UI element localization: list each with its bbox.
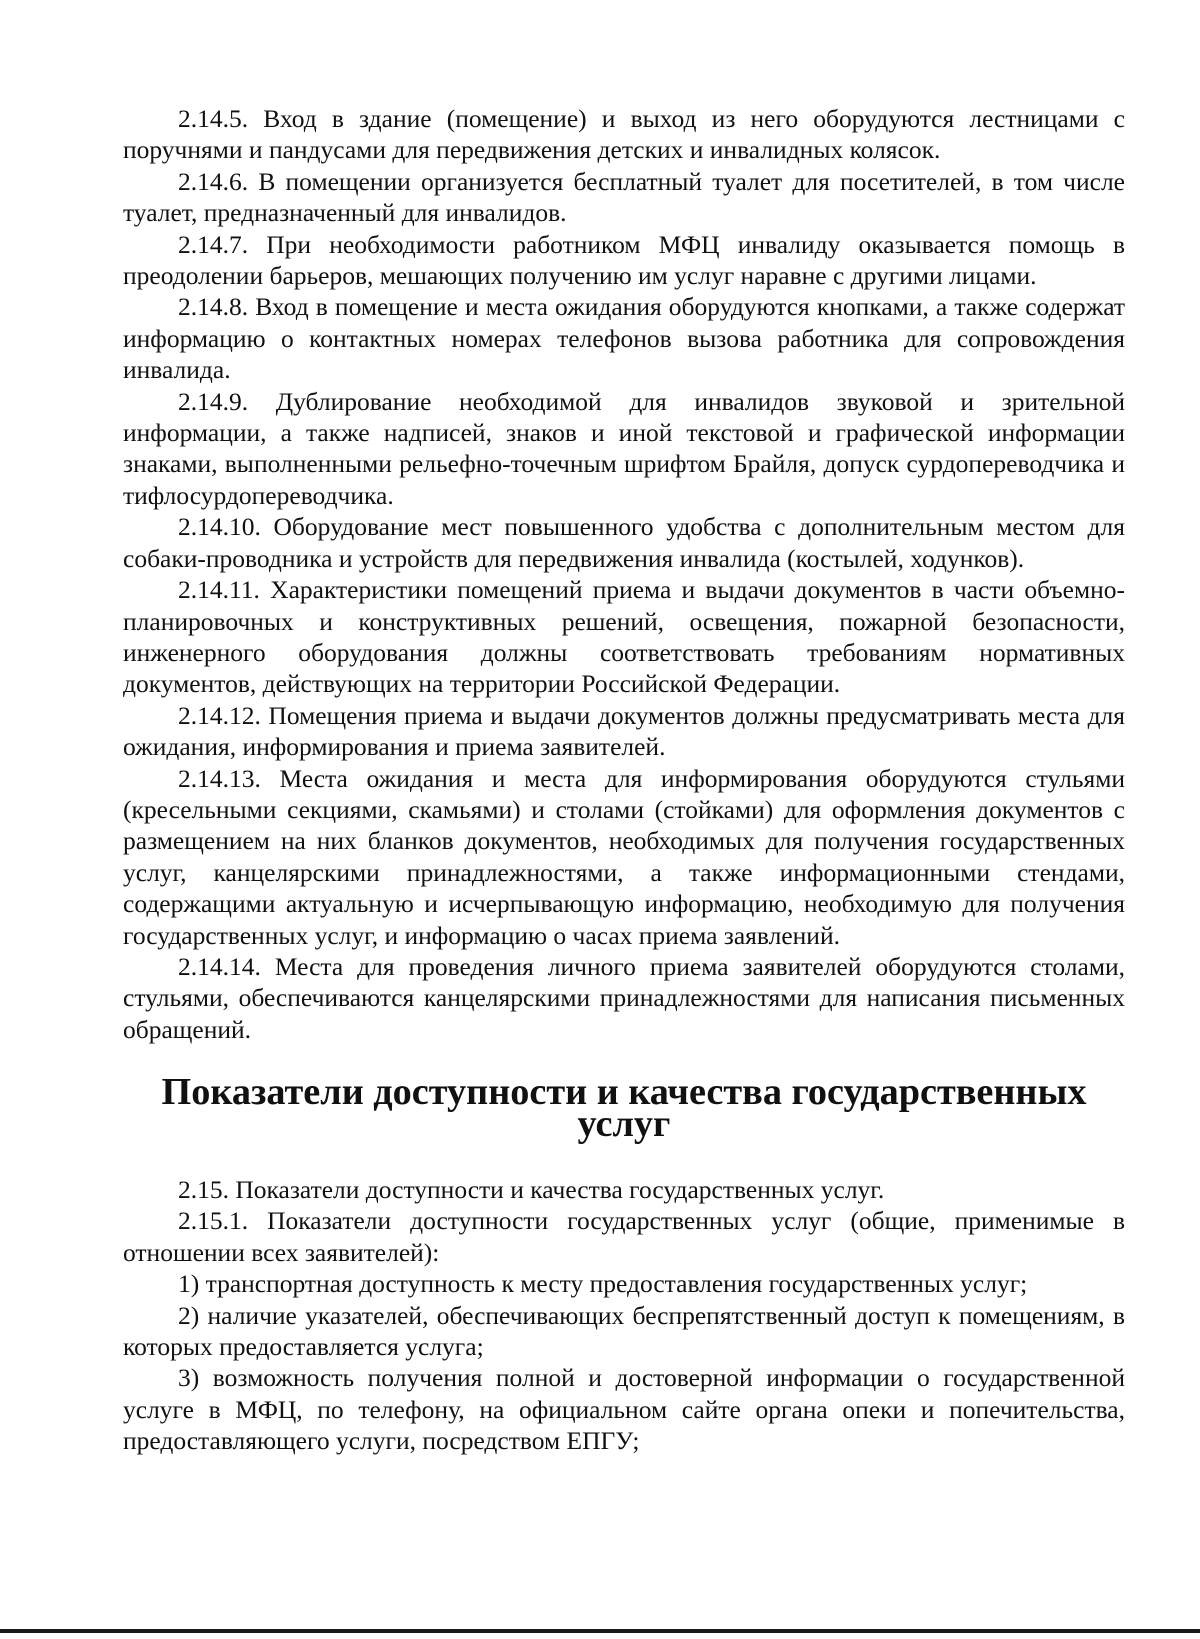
paragraph-2-14-8: 2.14.8. Вход в помещение и места ожидания оборудуются кнопками, а также содержат информацию о контактных номерах телефонов вызова работника для сопровождения инвалида. bbox=[123, 292, 1125, 385]
paragraph-2-15: 2.15. Показатели доступности и качества государственных услуг. bbox=[178, 1175, 885, 1204]
paragraph-2-14-6: 2.14.6. В помещении организуется бесплатный туалет для посетителей, в том числе туалет, предназначенный для инвалидов. bbox=[123, 166, 1125, 228]
paragraph-2-14-7: 2.14.7. При необходимости работником МФЦ инвалиду оказывается помощь в преодолении барьеров, мешающих получению им услуг наравне с другими лицами. bbox=[123, 229, 1125, 291]
list-item-1: 1) транспортная доступность к месту предоставления государственных услуг; bbox=[178, 1269, 1028, 1299]
paragraph-2-14-13: 2.14.13. Места ожидания и места для информирования оборудуются стульями (кресельными секциями, скамьями) и столами (стойками) для оформления документов с размещением на них бланков документов, необходимых для получения государственных услуг, канцелярскими принадлежностями, а также информационными стендами, содержащими актуальную и исчерпывающую информацию, необходимую для получения государственных услуг, и информацию о часах приема заявлений. bbox=[123, 763, 1125, 950]
list-item-2: 2) наличие указателей, обеспечивающих беспрепятственный доступ к помещениям, в которых предоставляется услуга; bbox=[123, 1300, 1125, 1362]
list-item-3: 3) возможность получения полной и достоверной информации о государственной услуге в МФЦ, по телефону, на официальном сайте органа опеки и попечительства, предоставляющего услуги, посредством ЕПГУ; bbox=[123, 1363, 1125, 1456]
section-heading: Показатели доступности и качества государственных услуг bbox=[161, 1071, 1087, 1145]
paragraph-2-14-11: 2.14.11. Характеристики помещений приема и выдачи документов в части объемно-планировочных и конструктивных решений, освещения, пожарной безопасности, инженерного оборудования должны соответствовать требованиям нормативных документов, действующих на территории Российской Федерации. bbox=[123, 575, 1125, 699]
document-body bbox=[123, 103, 1125, 1457]
paragraph-2-14-9: 2.14.9. Дублирование необходимой для инвалидов звуковой и зрительной информации, а также надписей, знаков и иной текстовой и графической информации знаками, выполненными рельефно-точечным шрифтом Брайля, допуск сурдопереводчика и тифлосурдопереводчика. bbox=[123, 386, 1125, 510]
paragraph-2-14-5: 2.14.5. Вход в здание (помещение) и выход из него оборудуются лестницами с поручнями и пандусами для передвижения детских и инвалидных колясок. bbox=[123, 104, 1125, 165]
paragraph-2-15-1: 2.15.1. Показатели доступности государственных услуг (общие, применимые в отношении всех заявителей): bbox=[123, 1206, 1125, 1267]
paragraph-2-14-14: 2.14.14. Места для проведения личного приема заявителей оборудуются столами, стульями, обеспечиваются канцелярскими принадлежностями для написания письменных обращений. bbox=[123, 951, 1125, 1044]
scan-bottom-edge bbox=[0, 1629, 1200, 1633]
paragraph-2-14-10: 2.14.10. Оборудование мест повышенного удобства с дополнительным местом для собаки-проводника и устройств для передвижения инвалида (костылей, ходунков). bbox=[123, 512, 1125, 573]
paragraph-2-14-12: 2.14.12. Помещения приема и выдачи документов должны предусматривать места для ожидания, информирования и приема заявителей. bbox=[123, 700, 1125, 762]
